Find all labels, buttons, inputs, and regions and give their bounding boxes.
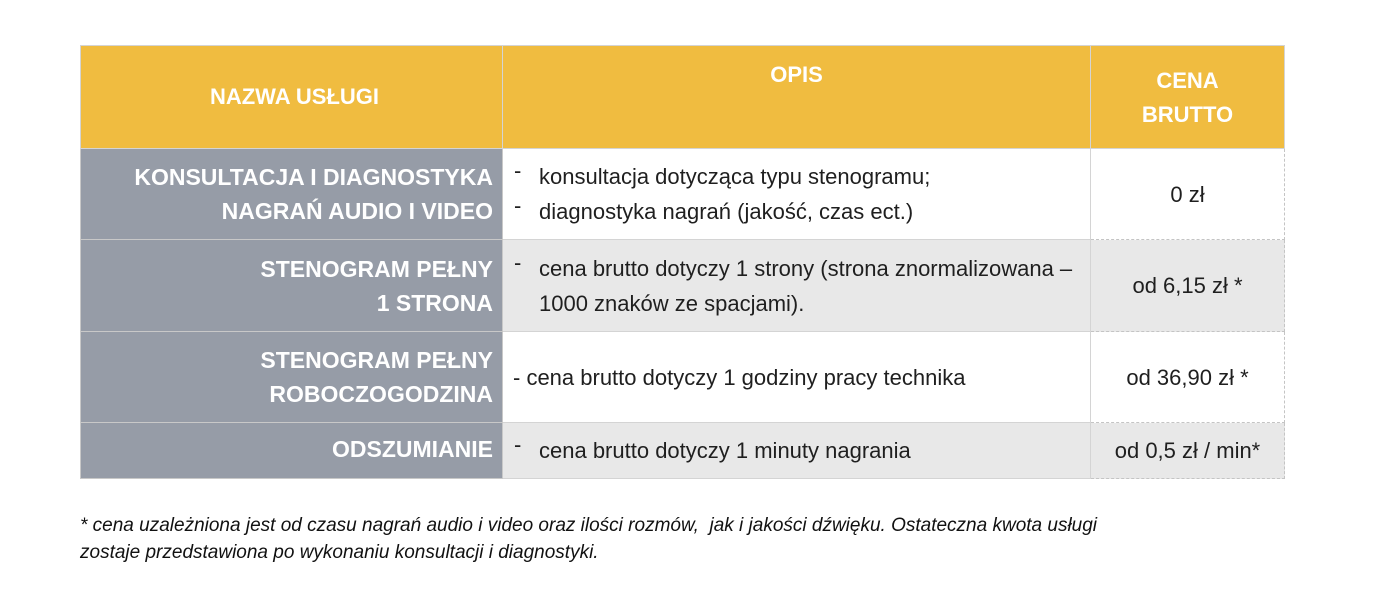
header-price bbox=[1091, 46, 1285, 149]
header-description: OPIS bbox=[503, 46, 1091, 149]
header-price-line1: CENA bbox=[1156, 68, 1219, 93]
service-name-cell bbox=[81, 240, 503, 332]
description-cell bbox=[503, 423, 1091, 479]
description-cell bbox=[503, 332, 1091, 423]
bullet-dash: - bbox=[514, 249, 522, 275]
service-name-line: ROBOCZOGODZINA bbox=[269, 381, 493, 407]
service-name-line: NAGRAŃ AUDIO I VIDEO bbox=[221, 198, 493, 224]
description-text: diagnostyka nagrań (jakość, czas ect.) bbox=[539, 199, 914, 224]
footnote-line: * cena uzależniona jest od czasu nagrań audio i video oraz ilości rozmów, jak i jakości dźwięku. Ostateczna kwota usługi bbox=[80, 515, 1098, 536]
table-row bbox=[81, 240, 1285, 332]
description-text: - cena brutto dotyczy 1 godziny pracy technika bbox=[513, 364, 966, 390]
bullet-dash: - bbox=[514, 193, 522, 218]
description-list bbox=[513, 251, 1080, 321]
description-cell bbox=[503, 149, 1091, 240]
description-list bbox=[513, 159, 1080, 229]
description-text: konsultacja dotycząca typu stenogramu; bbox=[539, 164, 931, 189]
description-item bbox=[513, 159, 1080, 194]
table-header-row bbox=[81, 46, 1285, 149]
price-cell: od 36,90 zł * bbox=[1091, 332, 1285, 423]
service-name-cell bbox=[81, 423, 503, 479]
header-price-line2: BRUTTO bbox=[1141, 102, 1234, 127]
description-item bbox=[513, 433, 1080, 468]
service-name-line: ODSZUMIANIE bbox=[332, 436, 493, 462]
description-text: cena brutto dotyczy 1 strony (strona znormalizowana – 1000 znaków ze spacjami). bbox=[539, 255, 1073, 316]
service-name-line: STENOGRAM PEŁNY bbox=[260, 347, 493, 373]
price-table bbox=[80, 45, 1285, 479]
service-name-cell bbox=[81, 332, 503, 423]
header-service-name: NAZWA USŁUGI bbox=[81, 46, 503, 149]
description-item bbox=[513, 194, 1080, 229]
description-list bbox=[513, 433, 1080, 468]
footnote bbox=[80, 512, 1320, 566]
service-name-line: KONSULTACJA I DIAGNOSTYKA bbox=[134, 164, 493, 190]
service-name-line: 1 STRONA bbox=[376, 289, 493, 316]
table-row bbox=[81, 423, 1285, 479]
bullet-dash: - bbox=[514, 432, 522, 457]
price-cell: od 0,5 zł / min* bbox=[1091, 423, 1285, 479]
service-name-cell bbox=[81, 149, 503, 240]
bullet-dash: - bbox=[514, 158, 522, 183]
table-row bbox=[81, 332, 1285, 423]
description-text: cena brutto dotyczy 1 minuty nagrania bbox=[539, 438, 911, 463]
price-cell: 0 zł bbox=[1091, 149, 1285, 240]
footnote-line: zostaje przedstawiona po wykonaniu konsultacji i diagnostyki. bbox=[80, 542, 599, 563]
table-row bbox=[81, 149, 1285, 240]
price-cell: od 6,15 zł * bbox=[1091, 240, 1285, 332]
description-cell bbox=[503, 240, 1091, 332]
service-name-line: STENOGRAM PEŁNY bbox=[260, 255, 493, 282]
description-item bbox=[513, 251, 1080, 321]
